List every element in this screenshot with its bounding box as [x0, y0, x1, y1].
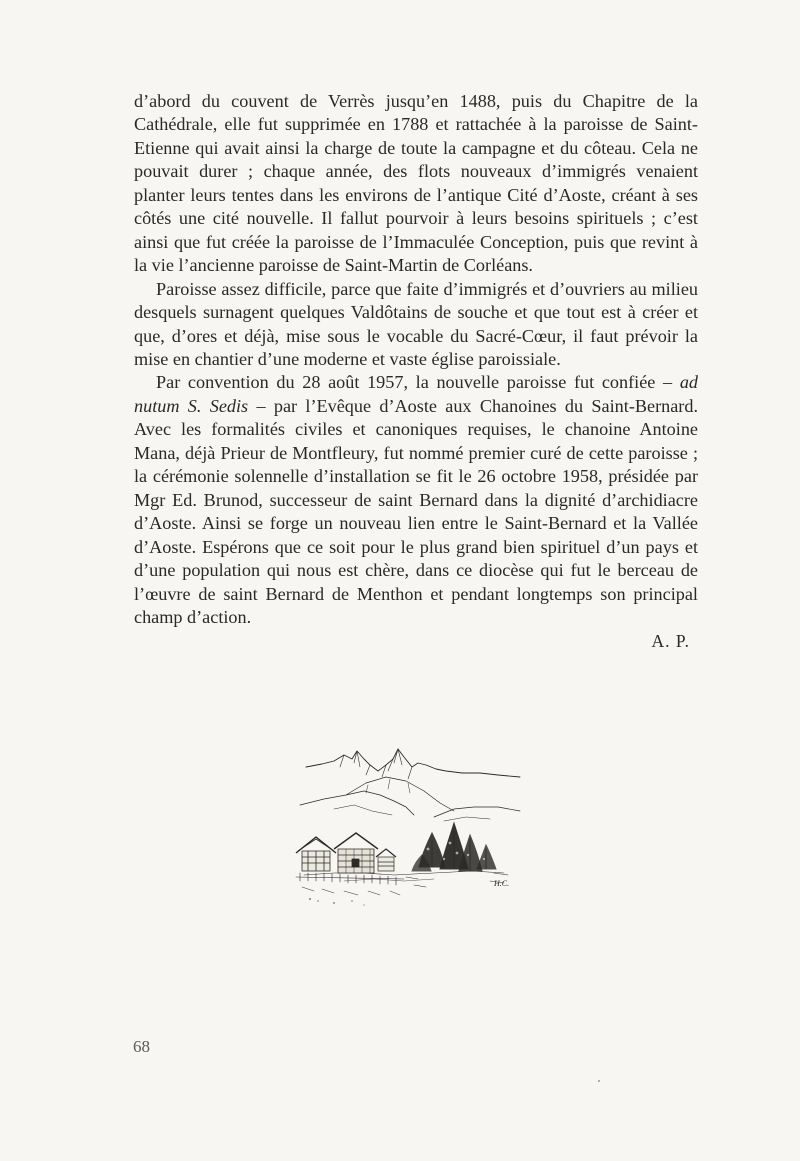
paragraph-3-latin: ad nutum S. Sedis [134, 372, 698, 416]
mountain-ridge [306, 749, 520, 777]
paragraph-1: d’abord du couvent de Verrès jusqu’en 1488, puis du Chapitre de la Cathédrale, elle fut supprimée en 1788 et rattachée à la paroisse de Saint-Etienne qui avait ainsi la charge de toute la campagne et du côteau. Cela ne pouvait durer ; chaque année, des flots nouveaux d’immigrés venaient planter leurs tentes dans les environs de l’antique Cité d’Aoste, créant à ses côtés une cité nouvelle. Il fallut pourvoir à leurs besoins spirituels ; c’est ainsi que fut créée la paroisse de l’Immaculée Conception, puis que revint à la vie l’ancienne paroisse de Saint-Martin de Corléans. [134, 91, 698, 276]
chalet-center [334, 833, 378, 873]
mountain-village-illustration [294, 745, 530, 913]
paragraph-3 [134, 371, 698, 629]
paragraph-3-end: – par l’Evêque d’Aoste aux Chanoines du Saint-Bernard. Avec les formalités civiles et canoniques requises, le chanoine Antoine Mana, déjà Prieur de Montfleury, fut nommé premier curé de cette paroisse ; la cérémonie solennelle d’installation se fit le 26 octobre 1958, présidée par Mgr Ed. Brunod, successeur de saint Bernard dans la dignité d’archidiacre d’Aoste. Ainsi se forge un nouveau lien entre le Saint-Bernard et la Vallée d’Aoste. Espérons que ce soit pour le plus grand bien spirituel d’un pays et d’une population qui nous est chère, dans ce diocèse qui fut le berceau de l’œuvre de saint Bernard de Menthon et pendant longtemps son principal champ d’action. [134, 395, 698, 627]
chalet-left [296, 837, 336, 871]
trees-cluster [412, 823, 496, 871]
middle-hills [300, 791, 414, 815]
artist-signature: H.C. [494, 879, 510, 888]
page-number: 68 [133, 1037, 150, 1056]
chalet-small [376, 849, 396, 871]
article-body [134, 90, 698, 653]
author-initials: A. P. [651, 631, 690, 652]
paragraph-2: Paroisse assez difficile, parce que faite d’immigrés et d’ouvriers au milieu desquels surnagent quelques Valdôtains de souche et que tout est à créer et que, d’ores et déjà, mise sous le vocable du Sacré-Cœur, il faut prévoir la mise en chantier d’une moderne et vaste église paroissiale. [134, 278, 698, 369]
paragraph-3-start: Par convention du 28 août 1957, la nouvelle paroisse fut confiée – [156, 372, 680, 393]
foreground-hatching [296, 873, 508, 895]
paper-speck [598, 1080, 600, 1082]
